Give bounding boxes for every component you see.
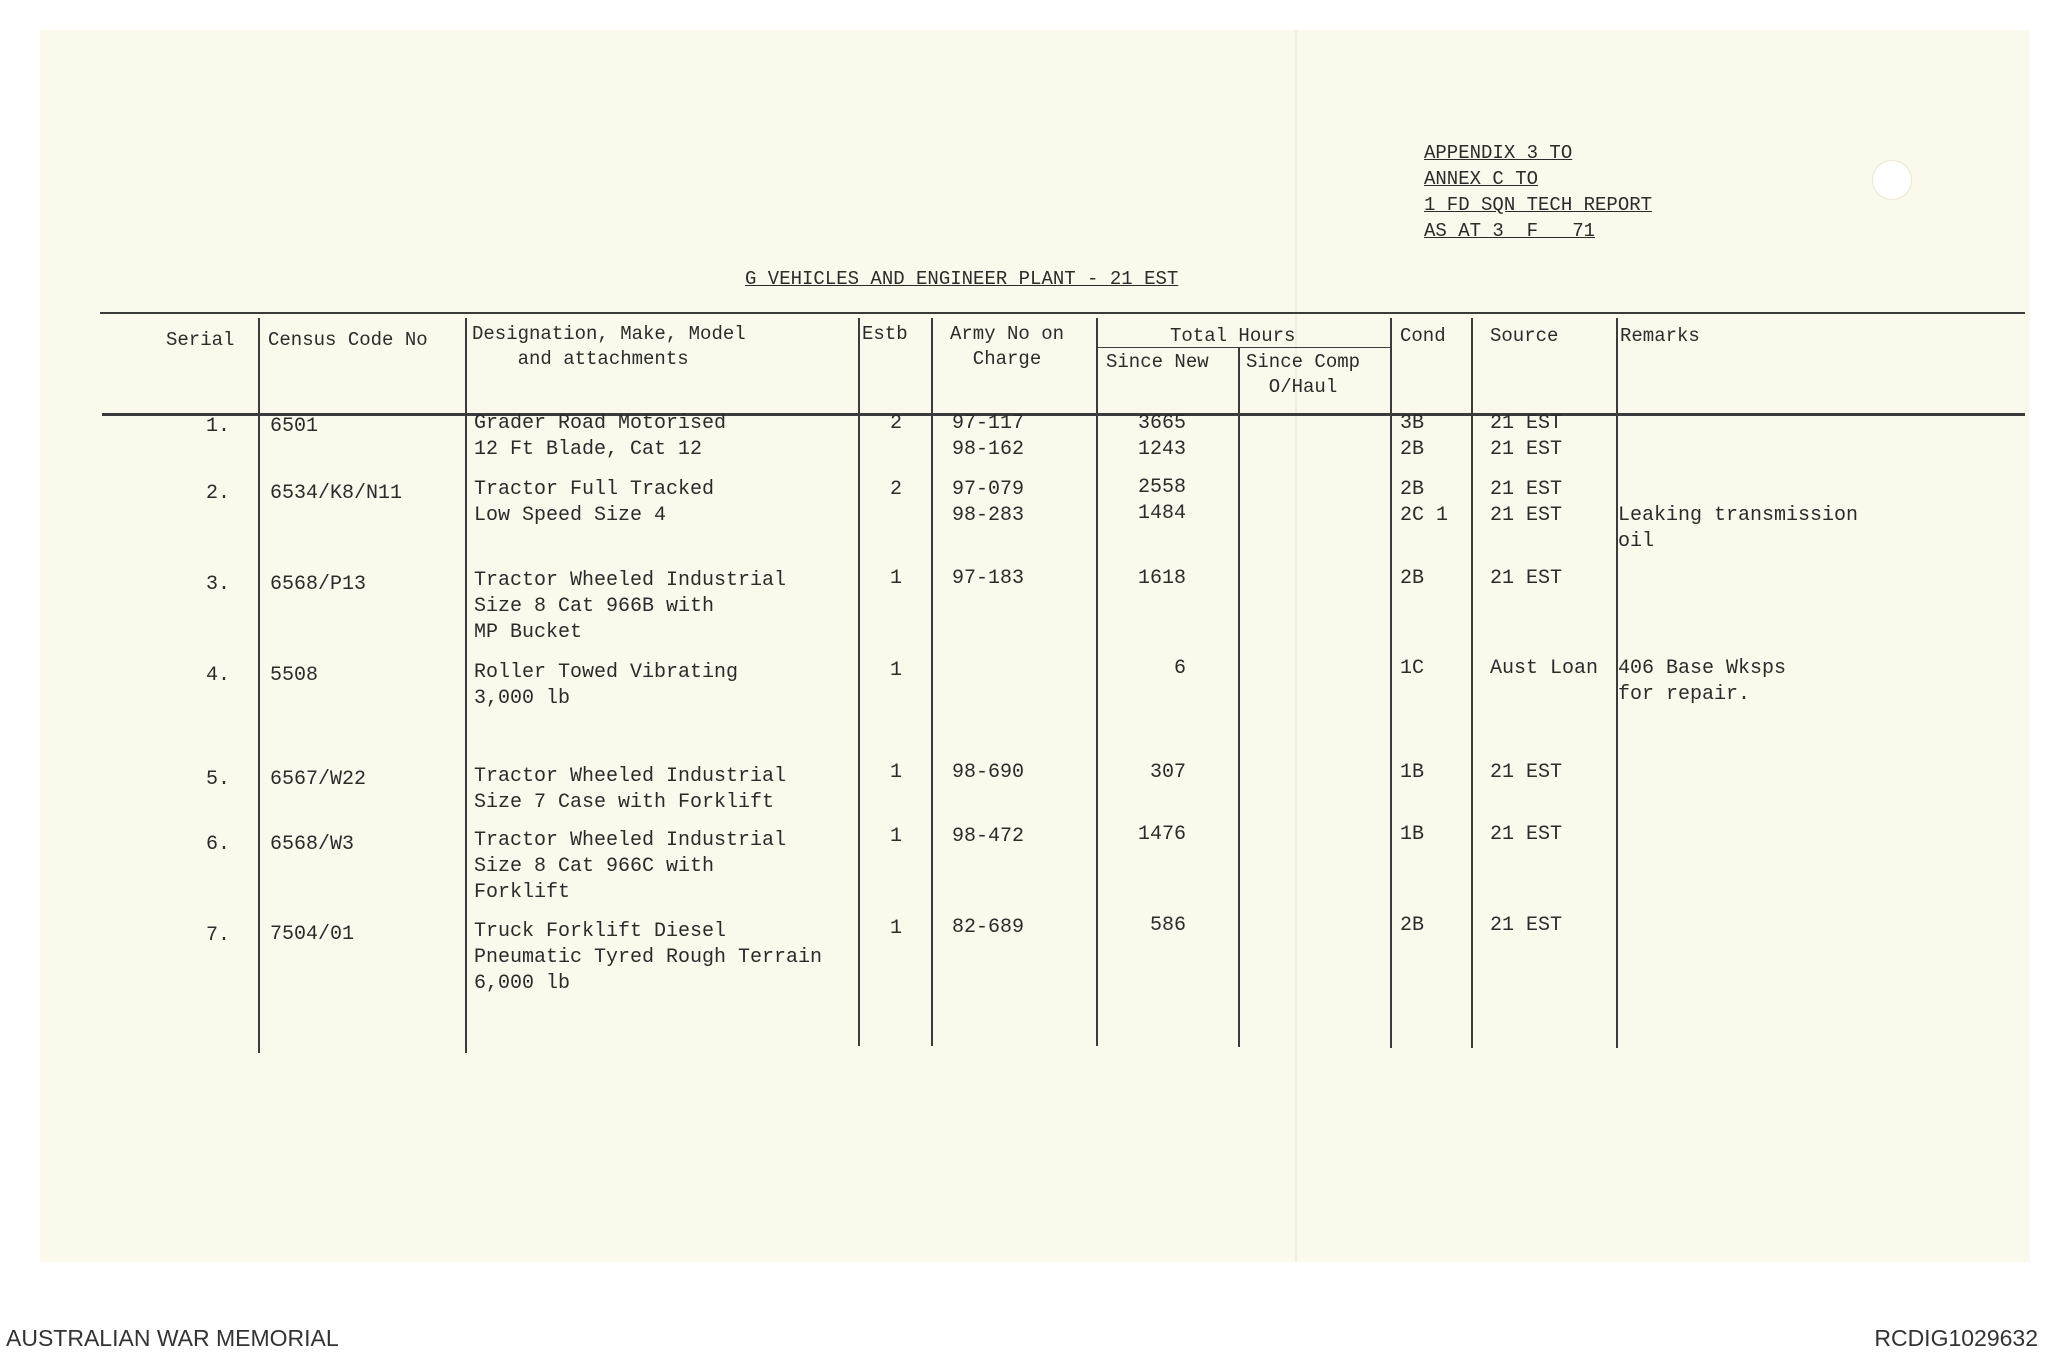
archive-credit: AUSTRALIAN WAR MEMORIAL [6, 1325, 339, 1351]
appendix-line: AS AT 3 F 71 [1424, 220, 1596, 242]
header-estb: Estb [862, 323, 908, 345]
cell-census: 7504/01 [270, 923, 355, 946]
column-divider [1096, 318, 1098, 1046]
appendix-reference [1424, 140, 1652, 244]
cell-source: 21 EST [1490, 761, 1563, 784]
cell-source: 21 EST 21 EST [1490, 478, 1563, 527]
cell-serial: 1. [205, 415, 230, 438]
cell-since-new: 586 [1149, 914, 1186, 937]
cell-source: Aust Loan [1490, 657, 1599, 680]
cell-designation: Roller Towed Vibrating 3,000 lb [474, 661, 739, 710]
cell-cond: 2B 2C 1 [1400, 478, 1449, 527]
cell-cond: 3B 2B [1400, 412, 1425, 461]
cell-since-new: 1476 [1137, 823, 1186, 846]
cell-source: 21 EST [1490, 914, 1563, 937]
cell-estb: 1 [889, 825, 902, 848]
cell-cond: 1B [1400, 761, 1425, 784]
appendix-line: APPENDIX 3 TO [1424, 142, 1573, 164]
header-bottom-rule [102, 413, 2025, 416]
cell-since-new: 2558 1484 [1137, 476, 1186, 525]
cell-census: 6568/W3 [270, 833, 355, 856]
cell-estb: 1 [889, 659, 902, 682]
cell-cond: 1B [1400, 823, 1425, 846]
cell-census: 6567/W22 [270, 768, 367, 791]
header-since-comp: Since Comp O/Haul [1246, 351, 1361, 398]
cell-cond: 1C [1400, 657, 1425, 680]
cell-estb: 2 [889, 412, 902, 435]
cell-cond: 2B [1400, 567, 1425, 590]
column-divider [858, 318, 860, 1046]
cell-since-new: 1618 [1137, 567, 1186, 590]
header-census: Census Code No [268, 329, 428, 351]
cell-army-no: 97-079 98-283 [952, 478, 1025, 527]
header-army-no: Army No on Charge [950, 323, 1065, 370]
header-since-new: Since New [1106, 351, 1209, 373]
cell-remarks: 406 Base Wksps for repair. [1618, 657, 1787, 706]
header-cond: Cond [1400, 325, 1446, 347]
cell-army-no: 98-472 [952, 825, 1025, 848]
column-divider [465, 318, 467, 1053]
cell-army-no: 82-689 [952, 916, 1025, 939]
column-divider [931, 318, 933, 1046]
cell-census: 6501 [270, 415, 319, 438]
header-remarks: Remarks [1620, 325, 1700, 347]
cell-since-new: 6 [1173, 657, 1186, 680]
cell-estb: 1 [889, 567, 902, 590]
header-serial: Serial [166, 329, 235, 351]
cell-census: 6534/K8/N11 [270, 482, 403, 505]
column-divider [1471, 318, 1473, 1048]
cell-source: 21 EST 21 EST [1490, 412, 1563, 461]
cell-designation: Tractor Full Tracked Low Speed Size 4 [474, 478, 715, 527]
table-title: G VEHICLES AND ENGINEER PLANT - 21 EST [745, 268, 1179, 290]
cell-designation: Tractor Wheeled Industrial Size 8 Cat 966C with Forklift [474, 829, 787, 904]
cell-designation: Tractor Wheeled Industrial Size 7 Case with Forklift [474, 765, 787, 814]
cell-serial: 5. [205, 768, 230, 791]
punch-hole [1872, 160, 1912, 200]
cell-source: 21 EST [1490, 823, 1563, 846]
cell-estb: 2 [889, 478, 902, 501]
cell-army-no: 98-690 [952, 761, 1025, 784]
cell-designation: Truck Forklift Diesel Pneumatic Tyred Rough Terrain 6,000 lb [474, 920, 823, 995]
cell-estb: 1 [889, 917, 902, 940]
cell-serial: 6. [205, 833, 230, 856]
cell-census: 6568/P13 [270, 573, 367, 596]
cell-army-no: 97-183 [952, 567, 1025, 590]
cell-serial: 7. [205, 924, 230, 947]
cell-army-no: 97-117 98-162 [952, 412, 1025, 461]
cell-serial: 3. [205, 573, 230, 596]
cell-since-new: 3665 1243 [1137, 412, 1186, 461]
column-divider [1238, 347, 1240, 1047]
cell-designation: Grader Road Motorised 12 Ft Blade, Cat 12 [474, 412, 727, 461]
cell-designation: Tractor Wheeled Industrial Size 8 Cat 966B with MP Bucket [474, 569, 787, 644]
header-source: Source [1490, 325, 1559, 347]
page-fold [1295, 30, 1297, 1262]
appendix-line: 1 FD SQN TECH REPORT [1424, 194, 1653, 216]
cell-cond: 2B [1400, 914, 1425, 937]
header-total-hours: Total Hours [1170, 325, 1296, 347]
table-top-rule [100, 312, 2025, 314]
cell-remarks: Leaking transmission oil [1618, 504, 1859, 553]
cell-census: 5508 [270, 664, 319, 687]
appendix-line: ANNEX C TO [1424, 168, 1539, 190]
archive-reference-id: RCDIG1029632 [1874, 1325, 2038, 1351]
cell-serial: 4. [205, 664, 230, 687]
document-page [40, 30, 2030, 1262]
column-divider [1390, 318, 1392, 1048]
cell-since-new: 307 [1149, 761, 1186, 784]
header-designation: Designation, Make, Model and attachments [472, 323, 746, 370]
cell-estb: 1 [889, 761, 902, 784]
column-divider [258, 318, 260, 1053]
cell-source: 21 EST [1490, 567, 1563, 590]
cell-serial: 2. [205, 482, 230, 505]
